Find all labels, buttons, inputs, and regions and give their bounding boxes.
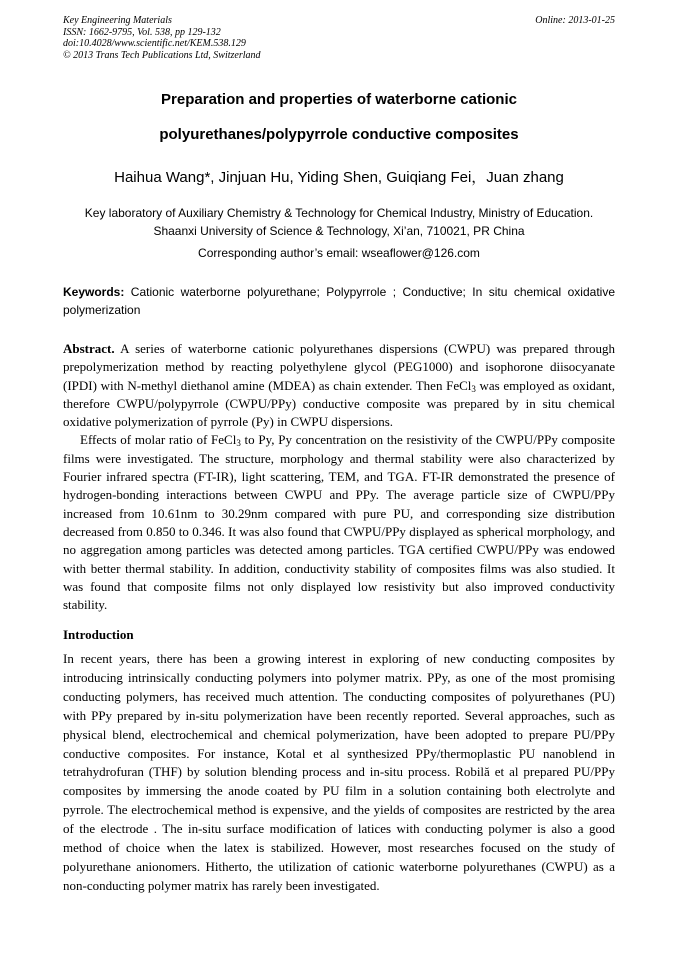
abstract [63,340,615,614]
paper-title-line-2: polyurethanes/polypyrrole conductive composites [159,126,519,143]
affiliation [63,204,615,240]
abstract-text: Effects of molar ratio of FeCl [80,432,237,448]
abstract-text: to Py, Py concentration on the resistivity of the CWPU/PPy composite films were investigated. The structure, morphology and thermal stability were also characterized by Fourier infrared spectra (FT-IR), light scattering, TEM, and TGA. FT-IR demonstrated the presence of hydrogen-bonding interactions between CWPU and PPy. The average particle size of CWPU/PPy increased from 10.61nm to 30.29nm compared with pure PU, and corresponding size distribution decreased from 0.850 to 0.346. It was also found that CWPU/PPy displayed as spherical morphology, and no aggregation among particles was detected among particles. TGA certified CWPU/PPy was endowed with better thermal stability. In addition, conductivity stability of composites films was also studied. It was found that composite films not only displayed low resistivity but also improved conductivity stability. [63,432,615,613]
introduction-paragraph: In recent years, there has been a growing interest in exploring of new conducting composites by introducing intrinsically conducting polymers into polymer matrix. PPy, as one of the most promising conducting polymers, has received much attention. The conducting composites of polyurethanes (PU) with PPy prepared by in-situ polymerization have been recently reported. Several approaches, such as physical blend, electrochemical and chemical polymerization, have been adopted to prepare PU/PPy conductive composites. For instance, Kotal et al synthesized PPy/thermoplastic PU nanoblend in tetrahydrofuran (THF) by solution blending process and in-situ process. Robilă et al prepared PU/PPy composites by immersing the anode coated by PU film in a solution containing both electrolyte and pyrrole. The electrochemical method is expensive, and the yields of composites are restricted by the area of the electrode . The in-situ surface modification of latices with conducting polymer is also a good method of choice when the latex is stabilized. However, most researches focused on the study of polyurethane anionomers. Hitherto, the utilization of cationic waterborne polyurethanes (CWPU) as a non-conducting polymer matrix has rarely been investigated. [63,651,615,893]
journal-issn: ISSN: 1662-9795, Vol. 538, pp 129-132 [63,26,221,38]
keywords-label: Keywords: [63,285,125,299]
keywords-text: Cationic waterborne polyurethane; Polypyrrole ; Conductive; In situ chemical oxidative polymerization [63,285,615,317]
author-list: Haihua Wang*, Jinjuan Hu, Yiding Shen, Guiqiang Fei，Juan zhang [114,169,564,186]
abstract-text: A series of waterborne cationic polyurethanes dispersions (CWPU) was prepared through prepolymerization method by reacting polyethylene glycol (PEG1000) and isophorone diisocyanate (IPDI) with N-methyl diethanol amine (MDEA) as chain extender. Then FeCl [63,341,615,393]
online-date: Online: 2013-01-25 [535,15,615,26]
subscript: 3 [236,438,241,449]
journal-header [63,15,261,61]
journal-name: Key Engineering Materials [63,15,172,26]
journal-copyright: © 2013 Trans Tech Publications Ltd, Switzerland [63,49,261,61]
abstract-paragraph-1 [63,340,615,431]
abstract-paragraph-2 [63,431,615,614]
abstract-text: was employed as oxidant, therefore CWPU/polypyrrole (CWPU/PPy) conductive composite was prepared by in situ chemical oxidative polymerization of pyrrole (Py) in CWPU dispersions. [63,377,615,430]
keywords [63,283,615,319]
affiliation-line-2: Shaanxi University of Science & Technology, Xi’an, 710021, PR China [153,224,525,238]
introduction-heading: Introduction [63,627,134,642]
journal-doi: doi:10.4028/www.scientific.net/KEM.538.129 [63,38,246,49]
corresponding-email: Corresponding author’s email: wseaflower@126.com [198,246,480,260]
paper-title-line-1: Preparation and properties of waterborne cationic [161,91,517,108]
subscript: 3 [471,383,476,394]
affiliation-line-1: Key laboratory of Auxiliary Chemistry & Technology for Chemical Industry, Ministry of Education. [84,206,594,220]
abstract-label: Abstract. [63,341,115,356]
